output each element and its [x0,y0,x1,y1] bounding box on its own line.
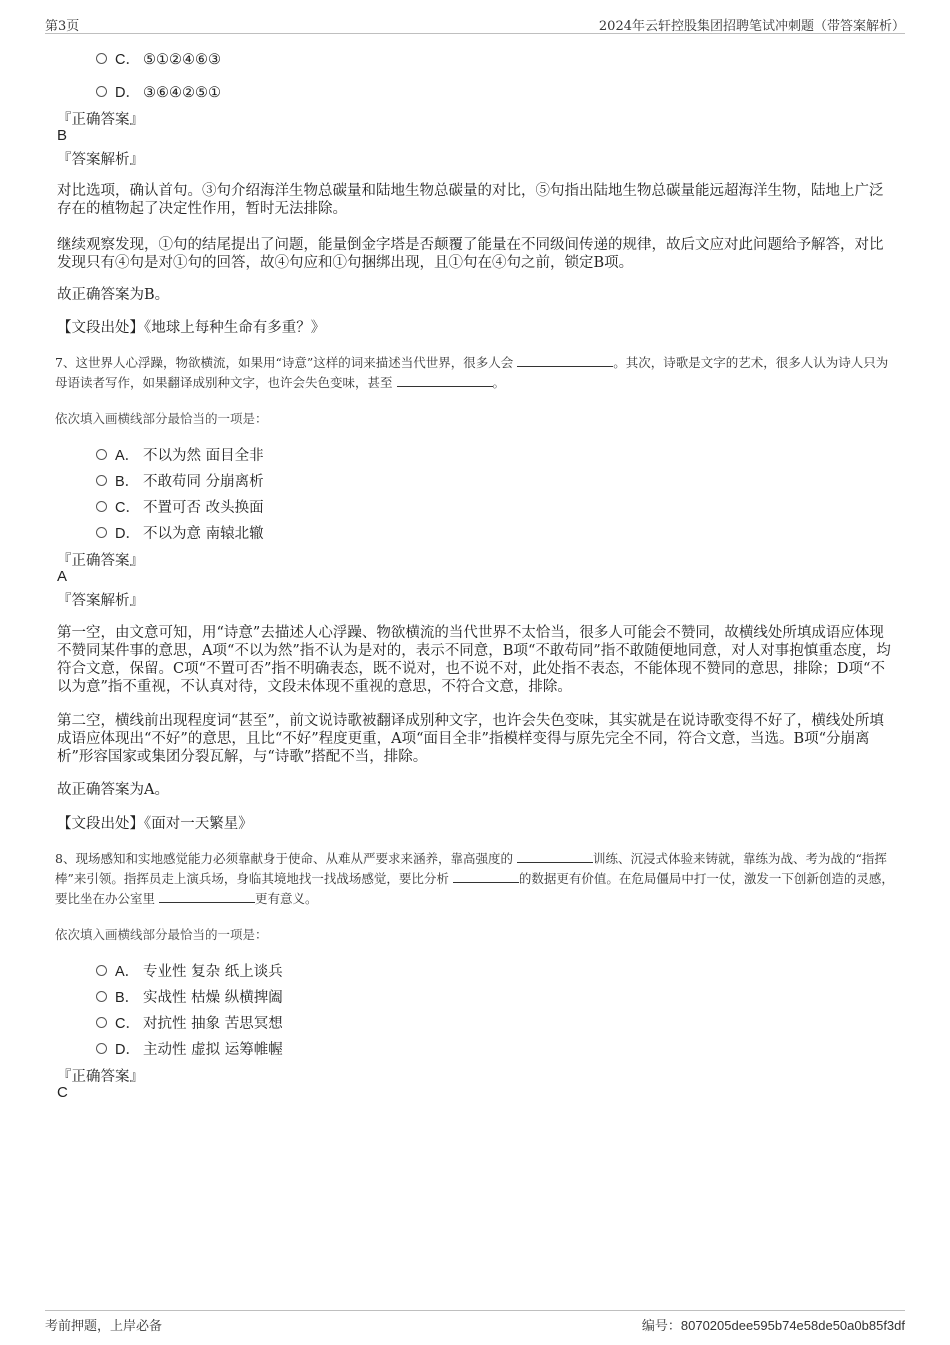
document-code: 编号：8070205dee595b74e58de50a0b85f3df [641,1318,905,1334]
q6-option-c[interactable]: C． ⑤①②④⑥③ [96,48,221,68]
q8-stem: 8、现场感知和实地感觉能力必须靠献身于使命、从难从严要求来涵养，靠高强度的 训练、沉浸式体验来铸就，靠练为战、考为战的“指挥棒”来引领。指挥员走上演兵场，身临其境地找一找战场感觉，要比分析 的数据更有价值。在危局僵局中打一仗，激发一下创新创造的灵感，要比坐在办公室里 更有意义。 [55,851,894,906]
page-footer [45,1310,905,1337]
radio-icon[interactable] [96,475,107,486]
radio-icon[interactable] [96,53,107,64]
page-number: 第3页 [45,19,80,34]
radio-icon[interactable] [96,449,107,460]
q7-option-b[interactable]: B． 不敢苟同 分崩离析 [96,470,264,490]
q8-option-b[interactable]: B． 实战性 枯燥 纵横捭阖 [96,986,283,1006]
q7-option-a[interactable]: A． 不以为然 面目全非 [96,444,264,464]
radio-icon[interactable] [96,1043,107,1054]
q8-answer-label: 『正确答案』 [57,1069,144,1085]
radio-icon[interactable] [96,1017,107,1028]
q8-option-c[interactable]: C． 对抗性 抽象 苦思冥想 [96,1012,283,1032]
q7-instruction: 依次填入画横线部分最恰当的一项是： [55,411,268,426]
q6-analysis-paragraph-1: 对比选项，确认首句。③句介绍海洋生物总碳量和陆地生物总碳量的对比，⑤句指出陆地生物总碳量能远超海洋生物，陆地上广泛存在的植物起了决定性作用，暂时无法排除。 [57,183,884,217]
q7-stem: 7、这世界人心浮躁，物欲横流，如果用“诗意”这样的词来描述当代世界，很多人会 。其次，诗歌是文字的艺术，很多人认为诗人只为母语读者写作，如果翻译成别种文字，也许会失色变味，甚至 。 [55,355,889,390]
q8-option-a[interactable]: A． 专业性 复杂 纸上谈兵 [96,960,283,980]
radio-icon[interactable] [96,965,107,976]
q8-option-d[interactable]: D． 主动性 虚拟 运筹帷幄 [96,1038,283,1058]
radio-icon[interactable] [96,527,107,538]
q8-instruction: 依次填入画横线部分最恰当的一项是： [55,927,268,942]
q6-analysis-paragraph-2: 继续观察发现，①句的结尾提出了问题，能量倒金字塔是否颠覆了能量在不同级间传递的规律，故后文应对此问题给予解答，对比发现只有④句是对①句的回答，故④句应和①句捆绑出现，且①句在④句之前，锁定B项。 [57,237,884,271]
q7-option-c[interactable]: C． 不置可否 改头换面 [96,496,264,516]
q7-source: 【文段出处】《面对一天繁星》 [57,816,253,832]
radio-icon[interactable] [96,501,107,512]
radio-icon[interactable] [96,991,107,1002]
q8-blank-1 [517,850,593,863]
radio-icon[interactable] [96,86,107,97]
q7-analysis-label: 『答案解析』 [57,593,144,609]
q7-blank-1 [517,354,613,367]
q8-blank-2 [453,870,519,883]
q6-source: 【文段出处】《地球上每种生命有多重？》 [57,320,326,336]
q6-analysis-label: 『答案解析』 [57,152,144,168]
q6-option-d[interactable]: D． ③⑥④②⑤① [96,81,221,101]
q7-answer: A [57,568,68,585]
q7-analysis-paragraph-2: 第二空，横线前出现程度词“甚至”，前文说诗歌被翻译成别种文字，也许会失色变味，其实就是在说诗歌变得不好了，横线处所填成语应体现出“不好”的意思，且比“不好”程度更重，A项“面目全非”指模样变得与原先完全不同，符合文意，当选。B项“分崩离析”形容国家或集团分裂瓦解，与“诗歌”搭配不当，排除。 [57,713,884,765]
footer-slogan: 考前押题，上岸必备 [45,1319,163,1334]
q7-answer-label: 『正确答案』 [57,553,144,569]
q8-blank-3 [159,890,255,903]
q8-answer: C [57,1084,68,1101]
q7-analysis-paragraph-1: 第一空，由文意可知，用“诗意”去描述人心浮躁、物欲横流的当代世界不太恰当，很多人可能会不赞同，故横线处所填成语应体现不赞同某件事的意思，A项“不以为然”指不认为是对的，表示不同意，B项“不敢苟同”指不敢随便地同意，对人对事抱慎重态度，均符合文意，保留。C项“不置可否”指不明确表态，既不说对，也不说不对，此处指不表态，不能体现不赞同的意思，排除；D项“不以为意”指不重视，不认真对待，文段未体现不重视的意思，不符合文意，排除。 [57,625,891,695]
q6-answer-label: 『正确答案』 [57,112,144,128]
document-title: 2024年云轩控股集团招聘笔试冲刺题（带答案解析） [598,19,905,34]
q6-answer: B [57,127,68,144]
q7-analysis-conclusion: 故正确答案为A。 [57,782,169,798]
q6-analysis-conclusion: 故正确答案为B。 [57,287,170,303]
page-header [45,13,905,34]
q7-blank-2 [397,374,493,387]
q7-option-d[interactable]: D． 不以为意 南辕北辙 [96,522,264,542]
